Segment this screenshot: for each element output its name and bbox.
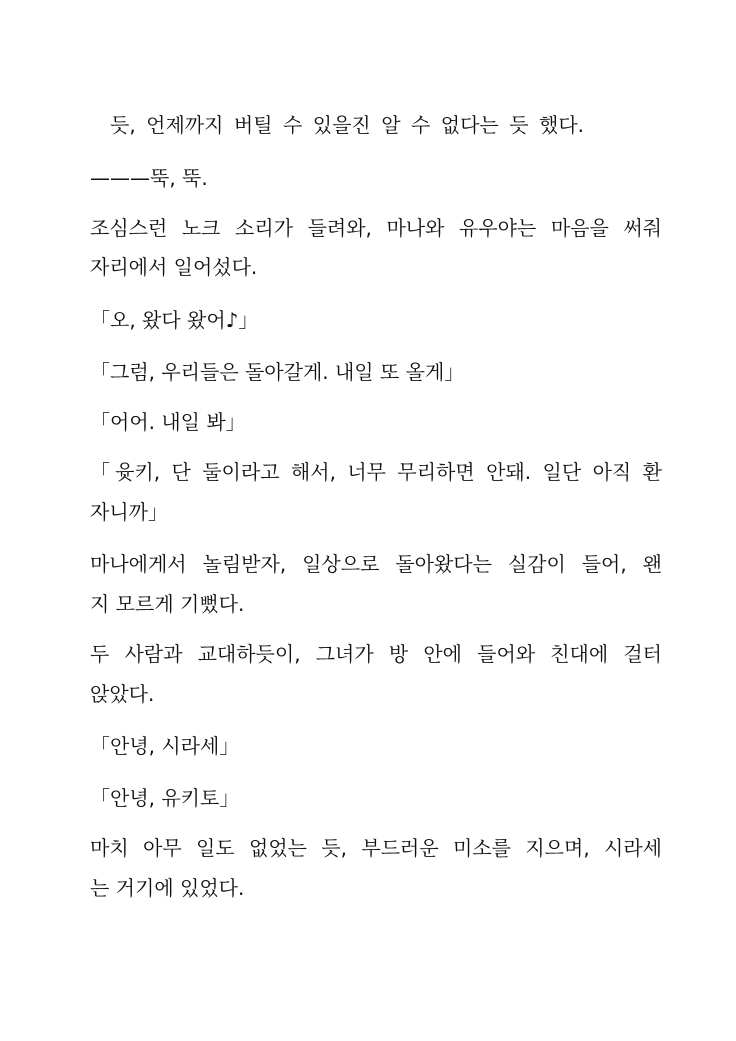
paragraph-line: 지 모르게 기뻤다. [90,592,245,616]
paragraph-line: 조심스런 노크 소리가 들려와, 마나와 유우야는 마음을 써줘 [90,216,662,240]
paragraph-line: 「그럼, 우리들은 돌아갈게. 내일 또 올게」 [90,360,465,384]
paragraph-line: ———뚝, 뚝. [90,166,208,190]
paragraph-line: 자리에서 일어섰다. [90,255,258,279]
paragraph-line: 「윳키, 단 둘이라고 해서, 너무 무리하면 안돼. 일단 아직 환 [90,460,662,484]
paragraph-line: 「오, 왔다 왔어♪」 [90,308,259,332]
paragraph-line: 「안녕, 시라세」 [90,734,240,758]
paragraph-line: 자니까」 [90,500,168,524]
paragraph-line: 마치 아무 일도 없었는 듯, 부드러운 미소를 지으며, 시라세 [90,836,662,860]
paragraph-line: 두 사람과 교대하듯이, 그녀가 방 안에 들어와 친대에 걸터 [90,642,662,666]
paragraph-line: 듯, 언제까지 버틸 수 있을진 알 수 없다는 듯 했다. [110,113,584,137]
paragraph-line: 앉았다. [90,682,155,706]
paragraph-line: 「어어. 내일 봐」 [90,410,246,434]
paragraph-line: 는 거기에 있었다. [90,876,245,900]
paragraph-line: 마나에게서 놀림받자, 일상으로 돌아왔다는 실감이 들어, 왠 [90,552,662,576]
paragraph-line: 「안녕, 유키토」 [90,786,240,810]
